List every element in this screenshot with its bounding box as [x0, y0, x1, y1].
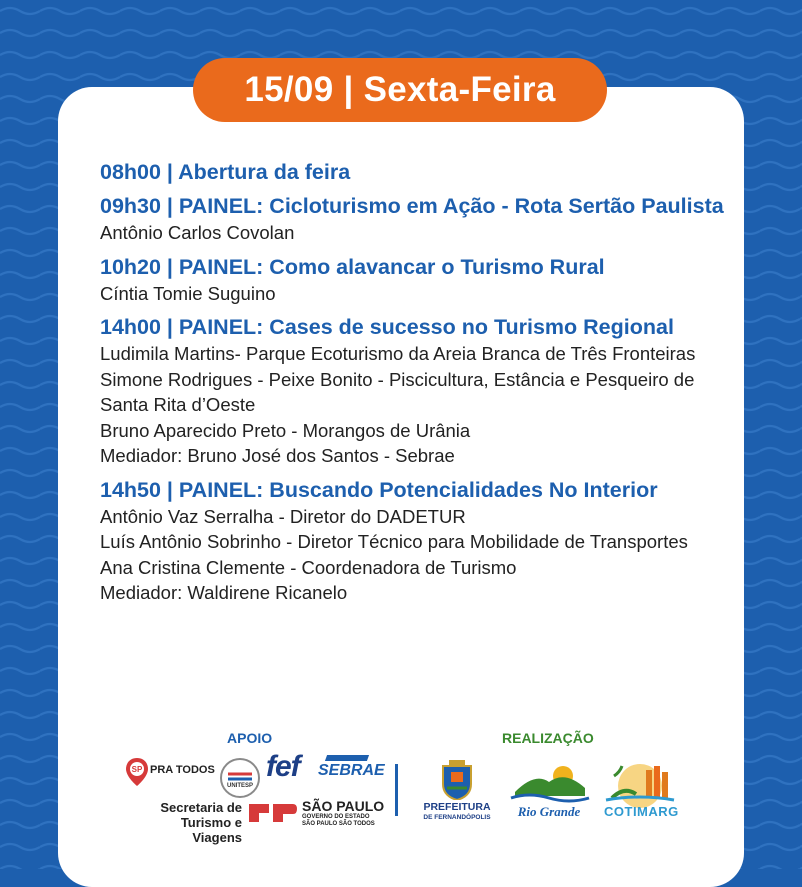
- sp-governo-emblem-icon: [247, 800, 297, 826]
- unitesp-logo: [220, 758, 260, 798]
- session-speaker: Cíntia Tomie Suguino: [100, 282, 276, 304]
- sp-governo-title: SÃO PAULO: [302, 798, 385, 814]
- session-title: 14h50 | PAINEL: Buscando Potencialidades No Interior: [100, 477, 658, 502]
- date-header: 15/09 | Sexta-Feira: [193, 58, 607, 122]
- sp-governo-subtitle: GOVERNO DO ESTADO SÃO PAULO SÃO TODOS: [302, 814, 375, 827]
- unitesp-text: UNITESP: [227, 783, 254, 789]
- rio-grande-text: Rio Grande: [517, 804, 581, 819]
- agenda-session: [100, 253, 730, 307]
- session-title: 08h00 | Abertura da feira: [100, 160, 351, 184]
- sp-pin-text: SP: [131, 765, 143, 774]
- cotimarg-text: COTIMARG: [604, 804, 679, 819]
- session-speaker: Luís Antônio Sobrinho - Diretor Técnico para Mobilidade de Transportes: [100, 531, 688, 552]
- secretaria-turismo-logo: Secretaria de Turismo e Viagens: [160, 800, 242, 845]
- prefeitura-subtitle: DE FERNANDÓPOLIS: [423, 814, 491, 821]
- session-speaker: Bruno Aparecido Preto - Morangos de Urânia: [100, 419, 471, 441]
- sp-pra-todos-logo: [126, 758, 148, 786]
- prefeitura-text: PREFEITURA: [423, 801, 491, 813]
- session-speaker: Mediador: Bruno José dos Santos - Sebrae: [100, 445, 455, 466]
- unitesp-emblem-icon: [222, 760, 258, 796]
- sebrae-bar-icon: [325, 755, 369, 761]
- session-speaker: Ana Cristina Clemente - Coordenadora de Turismo: [100, 556, 517, 578]
- agenda-session: [100, 476, 730, 606]
- fef-logo: fef: [266, 750, 300, 783]
- session-title: 14h00 | PAINEL: Cases de sucesso no Turismo Regional: [100, 315, 674, 339]
- session-speaker: Antônio Carlos Covolan: [100, 222, 295, 243]
- realizacao-label: REALIZAÇÃO: [502, 730, 594, 746]
- sponsors-footer: [0, 722, 802, 869]
- session-title: 09h30 | PAINEL: Cicloturismo em Ação - Rota Sertão Paulista: [100, 194, 724, 218]
- agenda-list: [100, 158, 730, 613]
- footer-divider: [395, 764, 398, 816]
- apoio-label: APOIO: [227, 730, 273, 746]
- agenda-session: [100, 192, 730, 246]
- session-title: 10h20 | PAINEL: Como alavancar o Turismo Rural: [100, 254, 605, 279]
- agenda-session: [100, 313, 730, 469]
- sp-pra-todos-text: PRA TODOS: [150, 764, 215, 776]
- sebrae-logo: SEBRAE: [318, 762, 385, 779]
- session-speaker: Antônio Vaz Serralha - Diretor do DADETUR: [100, 505, 466, 527]
- session-speaker: Mediador: Waldirene Ricanelo: [100, 582, 348, 603]
- session-speaker: Ludimila Martins- Parque Ecoturismo da Areia Branca de Três Fronteiras: [100, 343, 696, 364]
- prefeitura-coat-of-arms-icon: [439, 758, 475, 800]
- regiao-rio-grande-logo: [505, 758, 593, 820]
- agenda-session: [100, 158, 730, 186]
- session-speaker: Simone Rodrigues - Peixe Bonito - Piscicultura, Estância e Pesqueiro de Santa Rita d’Oeste: [100, 368, 695, 415]
